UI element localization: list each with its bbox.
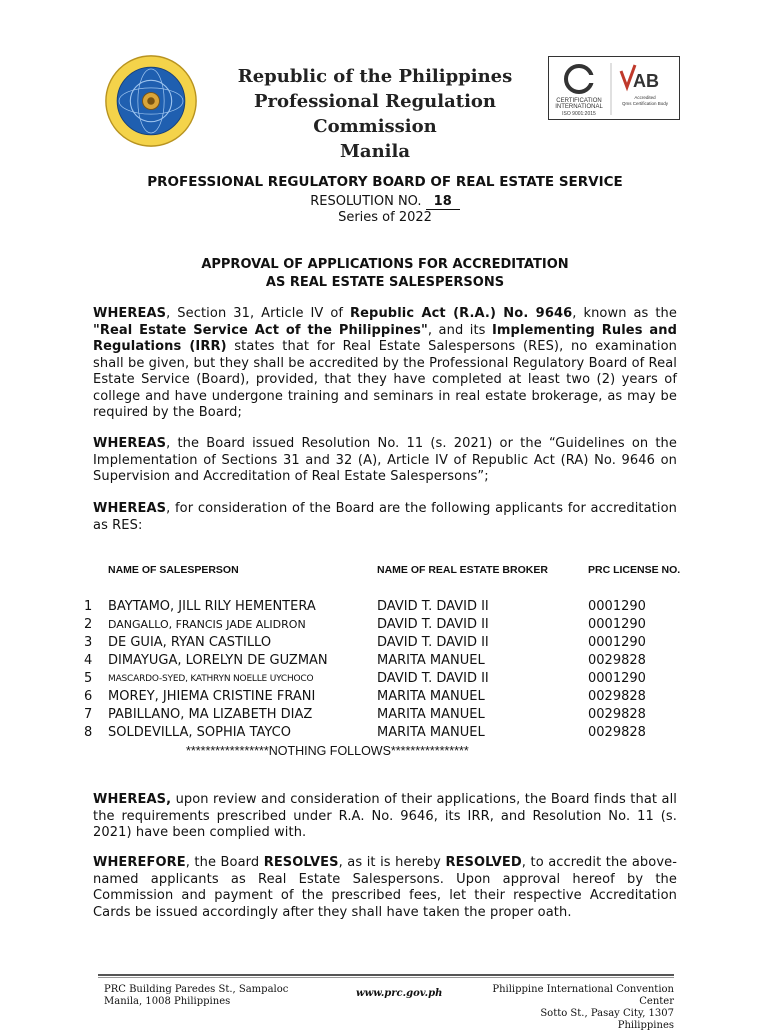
- p1-text-4: states that for Real Estate Salespersons (RES), no examination shall be given, but they shall be accredited by the Professional Regulatory Board of Real Estate Service (Board), provided, that they have completed at least two (2) years of college and have undergone training and seminars in real estate brokerage, as may be required by the Board;: [93, 339, 677, 420]
- act-title: "Real Estate Service Act of the Philippines": [93, 322, 428, 338]
- broker-name: DAVID T. DAVID II: [377, 599, 489, 614]
- irr-ref: Implementing Rules and Regulations (IRR): [93, 322, 678, 354]
- whereas-paragraph-1: [93, 306, 677, 422]
- p5-text-3: , to accredit the above-named applicants as Real Estate Salespersons. Upon approval hereof by the Commission and payment of the prescribed fees, let their respective Accreditation Cards be issued accordingly after they shall have taken the proper oath.: [93, 855, 678, 920]
- svg-text:INTERNATIONAL: INTERNATIONAL: [555, 104, 603, 110]
- table-row: [84, 599, 704, 617]
- footer-address-left: [104, 984, 288, 1008]
- license-number: 0029828: [588, 725, 646, 740]
- footer-divider: [98, 974, 674, 976]
- resolves-keyword: RESOLVES: [263, 855, 339, 870]
- p2-text: , the Board issued Resolution No. 11 (s. 2021) or the “Guidelines on the Implementation of Sections 31 and 32 (A), Article IV of Republic Act (RA) No. 9646 on Supervision and Accreditation of Real Estate Salespersons”;: [93, 436, 677, 484]
- nothing-follows-marker: *****************NOTHING FOLLOWS****************: [186, 744, 469, 758]
- salesperson-name: DE GUIA, RYAN CASTILLO: [108, 635, 272, 650]
- salesperson-name: DANGALLO, FRANCIS JADE ALIDRON: [108, 618, 306, 631]
- footer-right-line2: Sotto St., Pasay City, 1307 Philippines: [540, 1008, 674, 1031]
- table-row: [84, 725, 704, 743]
- footer-left-line2: Manila, 1008 Philippines: [104, 996, 231, 1007]
- broker-name: MARITA MANUEL: [377, 689, 485, 704]
- whereas-keyword: WHEREAS,: [93, 792, 172, 807]
- row-number: 1: [84, 599, 93, 614]
- whereas-keyword: WHEREAS: [93, 501, 167, 516]
- resolution-label: RESOLUTION NO.: [310, 194, 422, 209]
- whereas-keyword: WHEREAS: [93, 436, 167, 451]
- svg-text:Qms Certification Body: Qms Certification Body: [621, 101, 669, 106]
- row-number: 5: [84, 671, 93, 686]
- whereas-paragraph-3: [93, 501, 677, 534]
- svg-text:Accredited: Accredited: [634, 95, 656, 100]
- footer-left-line1: PRC Building Paredes St., Sampaloc: [104, 984, 289, 995]
- broker-name: MARITA MANUEL: [377, 653, 485, 668]
- row-number: 2: [84, 617, 93, 632]
- license-number: 0001290: [588, 617, 646, 632]
- table-row: [84, 653, 704, 671]
- broker-name: DAVID T. DAVID II: [377, 635, 489, 650]
- footer-right-line1: Philippine International Convention Center: [492, 984, 674, 1007]
- salesperson-name: DIMAYUGA, LORELYN DE GUZMAN: [108, 653, 328, 668]
- series-line: Series of 2022: [338, 210, 432, 225]
- wherefore-keyword: WHEREFORE: [93, 855, 186, 870]
- table-row: [84, 635, 704, 653]
- p5-text-2: , as it is hereby: [338, 855, 446, 870]
- license-number: 0029828: [588, 653, 646, 668]
- row-number: 7: [84, 707, 93, 722]
- salesperson-name: BAYTAMO, JILL RILY HEMENTERA: [108, 599, 316, 614]
- footer-divider-thin: [98, 977, 674, 978]
- p1-text-1: , Section 31, Article IV of: [166, 306, 351, 321]
- license-number: 0029828: [588, 689, 646, 704]
- license-number: 0001290: [588, 635, 646, 650]
- salesperson-name: MOREY, JHIEMA CRISTINE FRANI: [108, 689, 316, 704]
- prc-seal-logo: [104, 54, 198, 148]
- letterhead-line1: Republic of the Philippines: [237, 66, 513, 87]
- broker-name: MARITA MANUEL: [377, 725, 485, 740]
- resolution-number-line: [0, 194, 770, 210]
- license-number: 0001290: [588, 671, 646, 686]
- salesperson-name: PABILLANO, MA LIZABETH DIAZ: [108, 707, 313, 722]
- p5-text-1: , the Board: [185, 855, 264, 870]
- whereas-paragraph-4: [93, 792, 677, 842]
- broker-name: DAVID T. DAVID II: [377, 671, 489, 686]
- subject-line-2: AS REAL ESTATE SALESPERSONS: [265, 275, 505, 290]
- row-number: 6: [84, 689, 93, 704]
- table-row: [84, 617, 704, 635]
- broker-name: MARITA MANUEL: [377, 707, 485, 722]
- salesperson-name: MASCARDO-SYED, KATHRYN NOELLE UYCHOCO: [108, 674, 314, 684]
- whereas-keyword: WHEREAS: [93, 306, 167, 321]
- p3-text: , for consideration of the Board are the following applicants for accreditation as RES:: [93, 501, 677, 533]
- col-header-license: PRC LICENSE NO.: [588, 564, 681, 576]
- col-header-salesperson: NAME OF SALESPERSON: [108, 564, 239, 576]
- license-number: 0001290: [588, 599, 646, 614]
- letterhead: [210, 64, 540, 164]
- salesperson-name: SOLDEVILLA, SOPHIA TAYCO: [108, 725, 291, 740]
- row-number: 4: [84, 653, 93, 668]
- p4-text: upon review and consideration of their applications, the Board finds that all the requirements prescribed under R.A. No. 9646, its IRR, and Resolution No. 11 (s. 2021) have been complied with.: [93, 792, 677, 840]
- table-row: [84, 671, 704, 689]
- svg-text:CERTIFICATION: CERTIFICATION: [556, 98, 602, 104]
- license-number: 0029828: [588, 707, 646, 722]
- letterhead-line2: Professional Regulation Commission: [253, 91, 496, 137]
- row-number: 8: [84, 725, 93, 740]
- resolution-number: 18: [426, 194, 460, 210]
- footer-website: www.prc.gov.ph: [356, 988, 443, 999]
- iso-certification-logo: [548, 56, 680, 120]
- p1-text-3: , and its: [427, 322, 492, 338]
- wherefore-paragraph: [93, 855, 677, 921]
- resolved-keyword: RESOLVED: [445, 855, 522, 870]
- whereas-paragraph-2: [93, 436, 677, 486]
- svg-text:ISO 9001:2015: ISO 9001:2015: [562, 111, 596, 117]
- p1-text-2: , known as the: [572, 306, 677, 321]
- republic-act-ref: Republic Act (R.A.) No. 9646: [350, 306, 573, 321]
- broker-name: DAVID T. DAVID II: [377, 617, 489, 632]
- letterhead-line3: Manila: [339, 141, 410, 162]
- footer-address-right: [488, 984, 674, 1032]
- row-number: 3: [84, 635, 93, 650]
- table-row: [84, 707, 704, 725]
- board-title: PROFESSIONAL REGULATORY BOARD OF REAL ESTATE SERVICE: [147, 174, 623, 190]
- table-row: [84, 689, 704, 707]
- subject-line-1: APPROVAL OF APPLICATIONS FOR ACCREDITATION: [201, 257, 569, 272]
- col-header-broker: NAME OF REAL ESTATE BROKER: [377, 564, 548, 576]
- svg-text:AB: AB: [633, 71, 659, 91]
